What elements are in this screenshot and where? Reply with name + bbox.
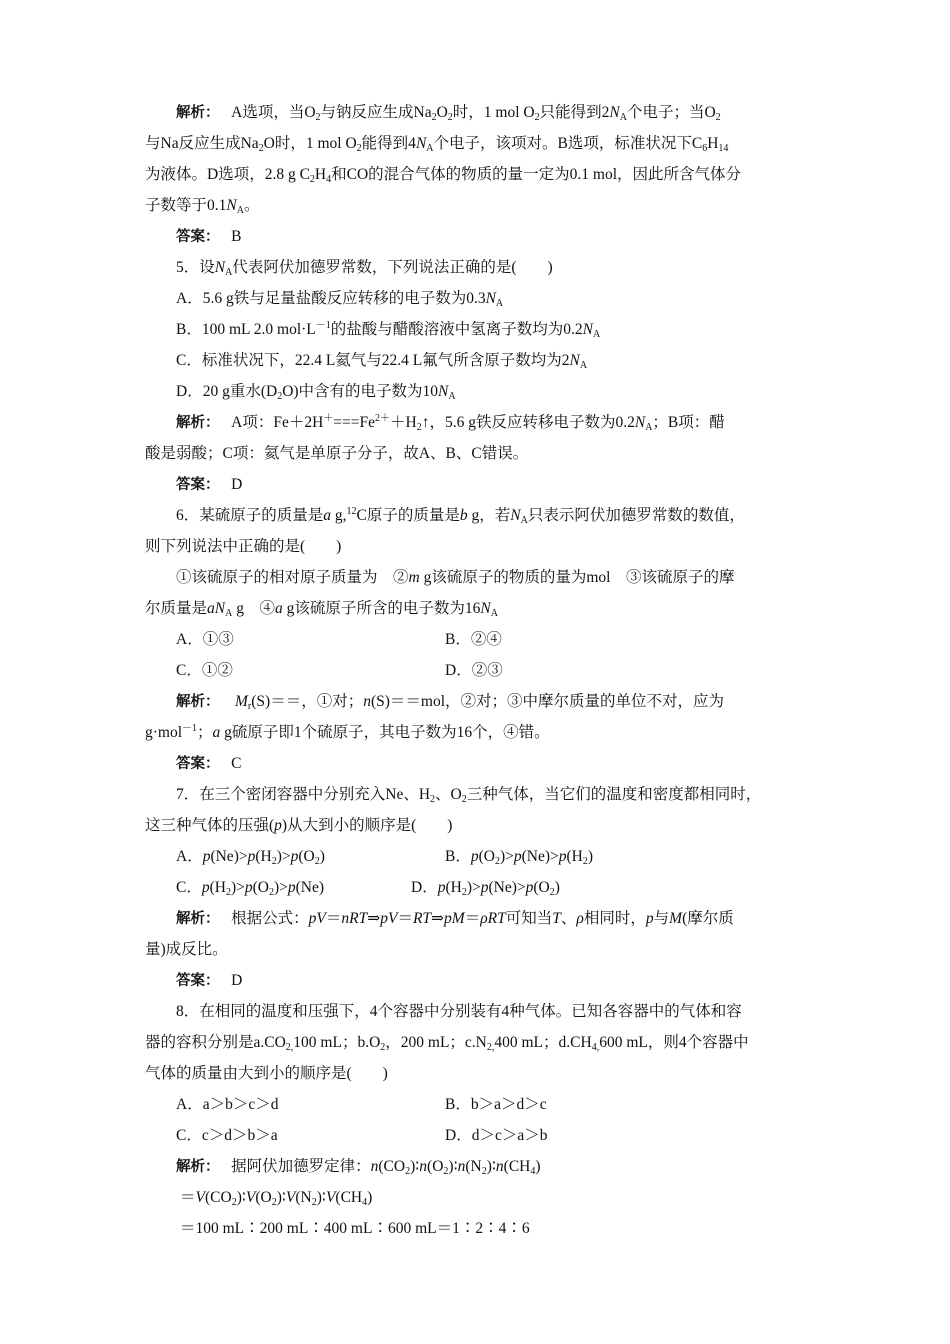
q8-option-b: B．b＞a＞d＞c bbox=[445, 1096, 547, 1113]
q5-analysis-line-2: 酸是弱酸；C项：氦气是单原子分子，故A、B、C错误。 bbox=[145, 445, 529, 462]
q5-option-c: C．标准状况下，22.4 L氦气与22.4 L氟气所含原子数均为$2N_A$ bbox=[176, 352, 588, 371]
q5-option-a: A．5.6 g铁与足量盐酸反应转移的电子数为$0.3N_A$ bbox=[176, 290, 504, 309]
analysis-label: 解析： bbox=[176, 105, 220, 121]
q5-stem: 5．设$N_A$代表阿伏加德罗常数，下列说法正确的是( ) bbox=[176, 259, 553, 278]
q7-option-c: C．$p(H_2)>p(O_2)>p(Ne)$ bbox=[176, 879, 325, 898]
analysis-label: 解析： bbox=[176, 415, 220, 431]
q8-option-a: A．a＞b＞c＞d bbox=[176, 1096, 279, 1113]
q5-option-b: B．100 mL 2.0 $mol\cdot L^{-1}$的盐酸与醋酸溶液中氢离子数均为$0.2N_A$ bbox=[176, 320, 601, 340]
q7-option-a: A．$p(Ne)>p(H_2)>p(O_2)$ bbox=[176, 848, 325, 867]
q6-answer: 答案： C bbox=[176, 755, 242, 772]
q5-analysis-line-1: 解析： A项：$Fe+2H^+===Fe^{2+}+H_2↑$，5.6 g铁反应转移电子数为$0.2N_A$；B项：醋 bbox=[176, 413, 725, 433]
q7-option-b: B．$p(O_2)>p(Ne)>p(H_2)$ bbox=[445, 848, 594, 867]
q6-items-line-2: 尔质量是$aN_A$ g ④a g该硫原子所含的电子数为$16N_A$ bbox=[145, 600, 498, 619]
q6-analysis-line-1: 解析： $M_r(S)==$，①对；n(S)＝＝mol，②对；③中摩尔质量的单位不对，应为 bbox=[176, 693, 725, 712]
q6-option-c: C．①② bbox=[176, 662, 233, 679]
q4-analysis-line-4: 子数等于$0.1N_A$。 bbox=[145, 197, 260, 216]
q7-stem-line-1: 7．在三个密闭容器中分别充入Ne、$H_2$、$O_2$三种气体，当它们的温度和密度都相同时， bbox=[176, 786, 762, 805]
analysis-label: 解析： bbox=[176, 694, 220, 710]
q6-items-line-1: ①该硫原子的相对原子质量为 ②m g该硫原子的物质的量为mol ③该硫原子的摩 bbox=[176, 569, 735, 586]
q6-option-d: D．②③ bbox=[445, 662, 503, 679]
q6-analysis-line-2: g·mol$^{-1}$；a g硫原子即1个硫原子，其电子数为16个，④错。 bbox=[145, 723, 550, 741]
q8-stem-line-1: 8．在相同的温度和压强下，4个容器中分别装有4种气体。已知各容器中的气体和容 bbox=[176, 1003, 742, 1020]
q7-option-d: D．$p(H_2)>p(Ne)>p(O_2)$ bbox=[411, 879, 560, 898]
answer-label: 答案： bbox=[176, 756, 220, 772]
q4-analysis-line-1: 解析： A选项，当$O_2$与钠反应生成$Na_2O_2$时，1 mol $O_2$只能得到$2N_A$个电子；当$O_2$ bbox=[176, 104, 721, 123]
q4-answer: 答案： B bbox=[176, 228, 242, 245]
q8-stem-line-2: 器的容积分别是$a.CO_{2,}100$ mL；$b.O_2$，200 mL；$c.N_{2,}400$ mL；$d.CH_{4,}600$ mL，则4个容器中 bbox=[145, 1034, 749, 1053]
q6-stem-line-1: 6．某硫原子的质量是a g,$^{12}$C原子的质量是b g，若$N_A$只表示阿伏加德罗常数的数值， bbox=[176, 506, 745, 526]
q6-option-b: B．②④ bbox=[445, 631, 502, 648]
q7-analysis-line-2: 量)成反比。 bbox=[145, 941, 228, 958]
q6-stem-line-2: 则下列说法中正确的是( ) bbox=[145, 538, 342, 555]
q5-answer: 答案： D bbox=[176, 476, 243, 493]
q7-stem-line-2: 这三种气体的压强(p)从大到小的顺序是( ) bbox=[145, 817, 453, 834]
answer-label: 答案： bbox=[176, 973, 220, 989]
q8-stem-line-3: 气体的质量由大到小的顺序是( ) bbox=[145, 1065, 388, 1082]
q8-analysis-line-1: 解析： 据阿伏加德罗定律：$n(CO_2)∶n(O_2)∶n(N_2)∶n(CH_4)$ bbox=[176, 1158, 541, 1177]
analysis-label: 解析： bbox=[176, 911, 220, 927]
answer-label: 答案： bbox=[176, 477, 220, 493]
q7-analysis-line-1: 解析： 根据公式：pV＝nRT⇒pV＝RT⇒pM＝ρRT可知当T、ρ相同时，p与M(摩尔质 bbox=[176, 910, 734, 927]
q8-analysis-line-2: $=V(CO_2)∶V(O_2)∶V(N_2)∶V(CH_4)$ bbox=[180, 1189, 373, 1208]
q4-analysis-line-2: 与Na反应生成$Na_2O$时，1 mol $O_2$能得到$4N_A$个电子，该项对。B选项，标准状况下$C_6H_{14}$ bbox=[145, 135, 729, 154]
q5-option-d: D．20 g重水$(D_2O)$中含有的电子数为$10N_A$ bbox=[176, 383, 456, 402]
q8-option-d: D．d＞c＞a＞b bbox=[445, 1127, 548, 1144]
q6-option-a: A．①③ bbox=[176, 631, 234, 648]
q8-analysis-line-3: ＝100 mL∶200 mL∶400 mL∶600 mL＝1∶2∶4∶6 bbox=[180, 1220, 530, 1237]
q4-analysis-line-3: 为液体。D选项，2.8 g $C_2H_4$和CO的混合气体的物质的量一定为0.1 mol，因此所含气体分 bbox=[145, 166, 742, 185]
q8-option-c: C．c＞d＞b＞a bbox=[176, 1127, 278, 1144]
q7-answer: 答案： D bbox=[176, 972, 243, 989]
answer-label: 答案： bbox=[176, 229, 220, 245]
analysis-label: 解析： bbox=[176, 1159, 220, 1175]
